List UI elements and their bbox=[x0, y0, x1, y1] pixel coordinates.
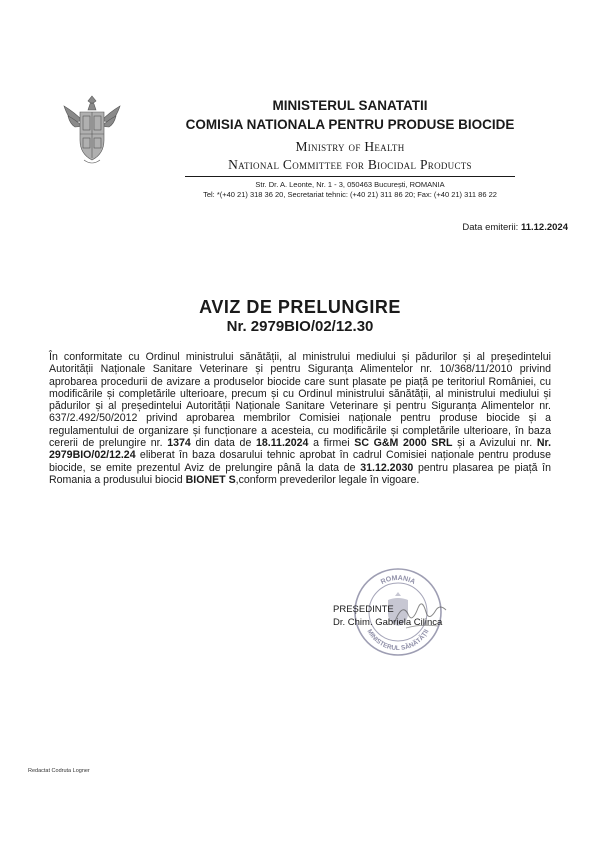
committee-name-ro: COMISIA NATIONALA PENTRU PRODUSE BIOCIDE bbox=[185, 117, 515, 132]
document-title: AVIZ DE PRELUNGIRE bbox=[199, 297, 401, 317]
issue-date-value: 11.12.2024 bbox=[520, 222, 568, 233]
ministry-name-en: Ministry of Health bbox=[295, 139, 405, 154]
issue-date-label: Data emiterii: bbox=[462, 222, 519, 233]
footer-note: Redactat Codruta Logner bbox=[28, 768, 90, 774]
document-body bbox=[49, 351, 551, 486]
stamp-top-text: ROMANIA bbox=[379, 574, 417, 587]
ministry-name-ro: MINISTERUL SANATATII bbox=[272, 98, 428, 113]
body-text: În conformitate cu Ordinul ministrului sănătății, al ministrului mediului și pădurilor și al președintelui Autorității Naționale Sanitare Veterinare și pentru Siguranța Alimentelor nr. 10/368/11/2010 privind aprobarea procedurii de avizare a produselor biocide care sunt plasate pe piață pe teritoriul României, cu modificările și completările ulterioare, precum și cu Ordinul ministrului sănătății, al ministrului mediului și pădurilor și al președintelui Autorității Naționale Sanitare Veterinare și pentru Siguranța Alimentelor nr. 637/2.492/50/2012 privind aprobarea membrilor Comisiei naționale pentru produse biocide și a regulamentului de organizare și funcționare a acesteia, cu modificările și completările ulterioare, în baza cererii de prelungire nr. bbox=[49, 351, 551, 450]
romanian-coat-of-arms-icon bbox=[60, 92, 124, 168]
stamp-bottom-text: MINISTERUL SĂNĂTĂȚII bbox=[365, 628, 431, 653]
body-text: a firmei bbox=[308, 437, 355, 450]
previous-aviz-number: Nr. 2979BIO/02/12.24 bbox=[49, 437, 552, 462]
contact-line: Tel: *(+40 21) 318 36 20, Secretariat tehnic: (+40 21) 311 86 20; Fax: (+40 21) 311 86 22 bbox=[203, 190, 497, 199]
handwritten-signature-icon bbox=[390, 594, 450, 634]
body-text: ,conform prevederilor legale în vigoare. bbox=[235, 473, 420, 486]
company-name: SC G&M 2000 SRL bbox=[354, 437, 453, 450]
valid-until-date: 31.12.2030 bbox=[360, 461, 414, 474]
svg-text:ROMANIA bbox=[380, 575, 416, 586]
body-text: eliberat în baza dosarului tehnic aprobat în cadrul Comisiei naționale pentru produse biocide, se emite prezentul Aviz de prelungire până la data de bbox=[49, 449, 551, 474]
body-text: și a Avizului nr. bbox=[452, 437, 537, 450]
request-number: 1374 bbox=[167, 437, 191, 450]
address-line: Str. Dr. A. Leonte, Nr. 1 - 3, 050463 București, ROMANIA bbox=[255, 180, 445, 189]
product-name: BIONET S bbox=[185, 473, 236, 486]
header-divider bbox=[185, 176, 515, 177]
request-date: 18.11.2024 bbox=[256, 437, 309, 450]
signatory-name: Dr. Chim. Gabriela Cilinca bbox=[333, 617, 443, 628]
committee-name-en: National Committee for Biocidal Products bbox=[228, 157, 472, 172]
document-number: Nr. 2979BIO/02/12.30 bbox=[226, 318, 374, 335]
body-text: pentru plasarea pe piață în Romania a produsului biocid bbox=[49, 461, 552, 486]
signatory-role: PREȘEDINTE bbox=[333, 604, 394, 615]
issue-date bbox=[462, 222, 568, 233]
body-text: din data de bbox=[190, 437, 257, 450]
